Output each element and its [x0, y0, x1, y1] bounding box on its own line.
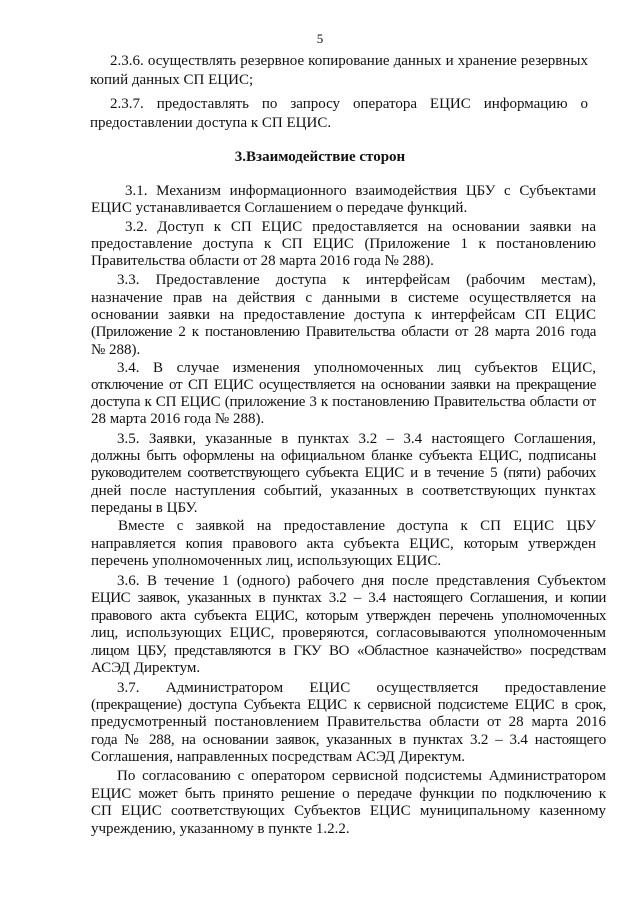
text-line: 28 марта 2016 года № 288).	[91, 411, 265, 427]
text-line: руководителем соответствующего субъекта ЕЦИС и в течение 5 (пяти) рабочих	[91, 465, 596, 481]
text-line: (прекращение) доступа Субъекта ЕЦИС к сервисной подсистеме ЕЦИС в срок,	[91, 697, 606, 713]
text-line: правового акта субъекта ЕЦИС, которым утвержден перечень уполномоченных	[91, 608, 606, 624]
text-line: основании заявки на предоставление доступа к интерфейсам СП ЕЦИС	[91, 307, 596, 323]
text-line: предусмотренный постановлением Правительства области от 28 марта 2016	[91, 714, 606, 730]
text-line: ЕЦИС устанавливается Соглашением о передаче функций.	[91, 200, 468, 216]
section-heading: 3.Взаимодействие сторон	[234, 149, 406, 165]
text-line: 3.2. Доступ к СП ЕЦИС предоставляется на основании заявки на	[125, 219, 596, 235]
text-line: 3.4. В случае изменения уполномоченных лиц субъектов ЕЦИС,	[117, 360, 596, 376]
text-line: предоставлении доступа к СП ЕЦИС.	[90, 115, 332, 131]
text-line: Вместе с заявкой на предоставление доступа к СП ЕЦИС ЦБУ	[118, 518, 596, 534]
text-line: 2.3.6. осуществлять резервное копирование данных и хранение резервных	[110, 53, 588, 69]
text-line: отключение от СП ЕЦИС осуществляется на основании заявки на прекращение	[91, 377, 596, 393]
text-line: АСЭД Директум.	[91, 660, 201, 676]
text-line: ЕЦИС заявок, указанных в пунктах 3.2 – 3.4 настоящего Соглашения, и копии	[91, 590, 606, 606]
page-number: 5	[316, 31, 324, 46]
text-line: направляется копия правового акта субъекта ЕЦИС, которым утвержден	[91, 536, 596, 552]
text-line: (Приложение 2 к постановлению Правительства области от 28 марта 2016 года	[91, 324, 596, 340]
text-line: лицом ЦБУ, представляются в ГКУ ВО «Областное казначейство» посредствам	[91, 643, 606, 659]
text-line: Правительства области от 28 марта 2016 года № 288).	[91, 253, 434, 269]
text-line: 3.1. Механизм информационного взаимодействия ЦБУ с Субъектами	[125, 183, 596, 199]
text-line: назначение прав на действия с данными в системе осуществляется на	[91, 290, 596, 306]
text-line: Соглашения, направленных посредствам АСЭД Директум.	[91, 749, 466, 765]
text-line: дней после наступления событий, указанных в соответствующих пунктах	[91, 483, 596, 499]
text-line: 3.6. В течение 1 (одного) рабочего дня после представления Субъектом	[117, 573, 606, 589]
text-line: 2.3.7. предоставлять по запросу оператора ЕЦИС информацию о	[110, 96, 588, 112]
text-line: должны быть оформлены на официальном бланке субъекта ЕЦИС, подписаны	[91, 448, 596, 464]
text-line: предоставление доступа к СП ЕЦИС (Приложение 1 к постановлению	[91, 236, 596, 252]
text-line: перечень уполномоченных лиц, использующих ЕЦИС.	[91, 553, 442, 569]
text-line: По согласованию с оператором сервисной подсистемы Администратором	[117, 768, 606, 784]
text-line: № 288).	[91, 342, 141, 358]
text-line: года № 288, на основании заявок, указанных в пунктах 3.2 – 3.4 настоящего	[91, 732, 606, 748]
text-line: переданы в ЦБУ.	[91, 500, 198, 516]
text-line: копий данных СП ЕЦИС;	[90, 72, 254, 88]
text-line: 3.3. Предоставление доступа к интерфейсам (рабочим местам),	[117, 272, 596, 288]
text-line: ЕЦИС может быть принято решение о передаче функции по подключению к	[91, 786, 606, 802]
text-line: СП ЕЦИС соответствующих Субъектов ЕЦИС муниципальному казенному	[91, 803, 606, 819]
text-line: 3.7. Администратором ЕЦИС осуществляется предоставление	[117, 680, 606, 696]
text-line: лиц, использующих ЕЦИС, проверяются, согласовываются уполномоченным	[91, 625, 606, 641]
text-line: учреждению, указанному в пункте 1.2.2.	[91, 821, 350, 837]
text-line: 3.5. Заявки, указанные в пунктах 3.2 – 3.4 настоящего Соглашения,	[117, 431, 596, 447]
text-line: доступа к СП ЕЦИС (приложение 3 к постановлению Правительства области от	[91, 394, 596, 410]
